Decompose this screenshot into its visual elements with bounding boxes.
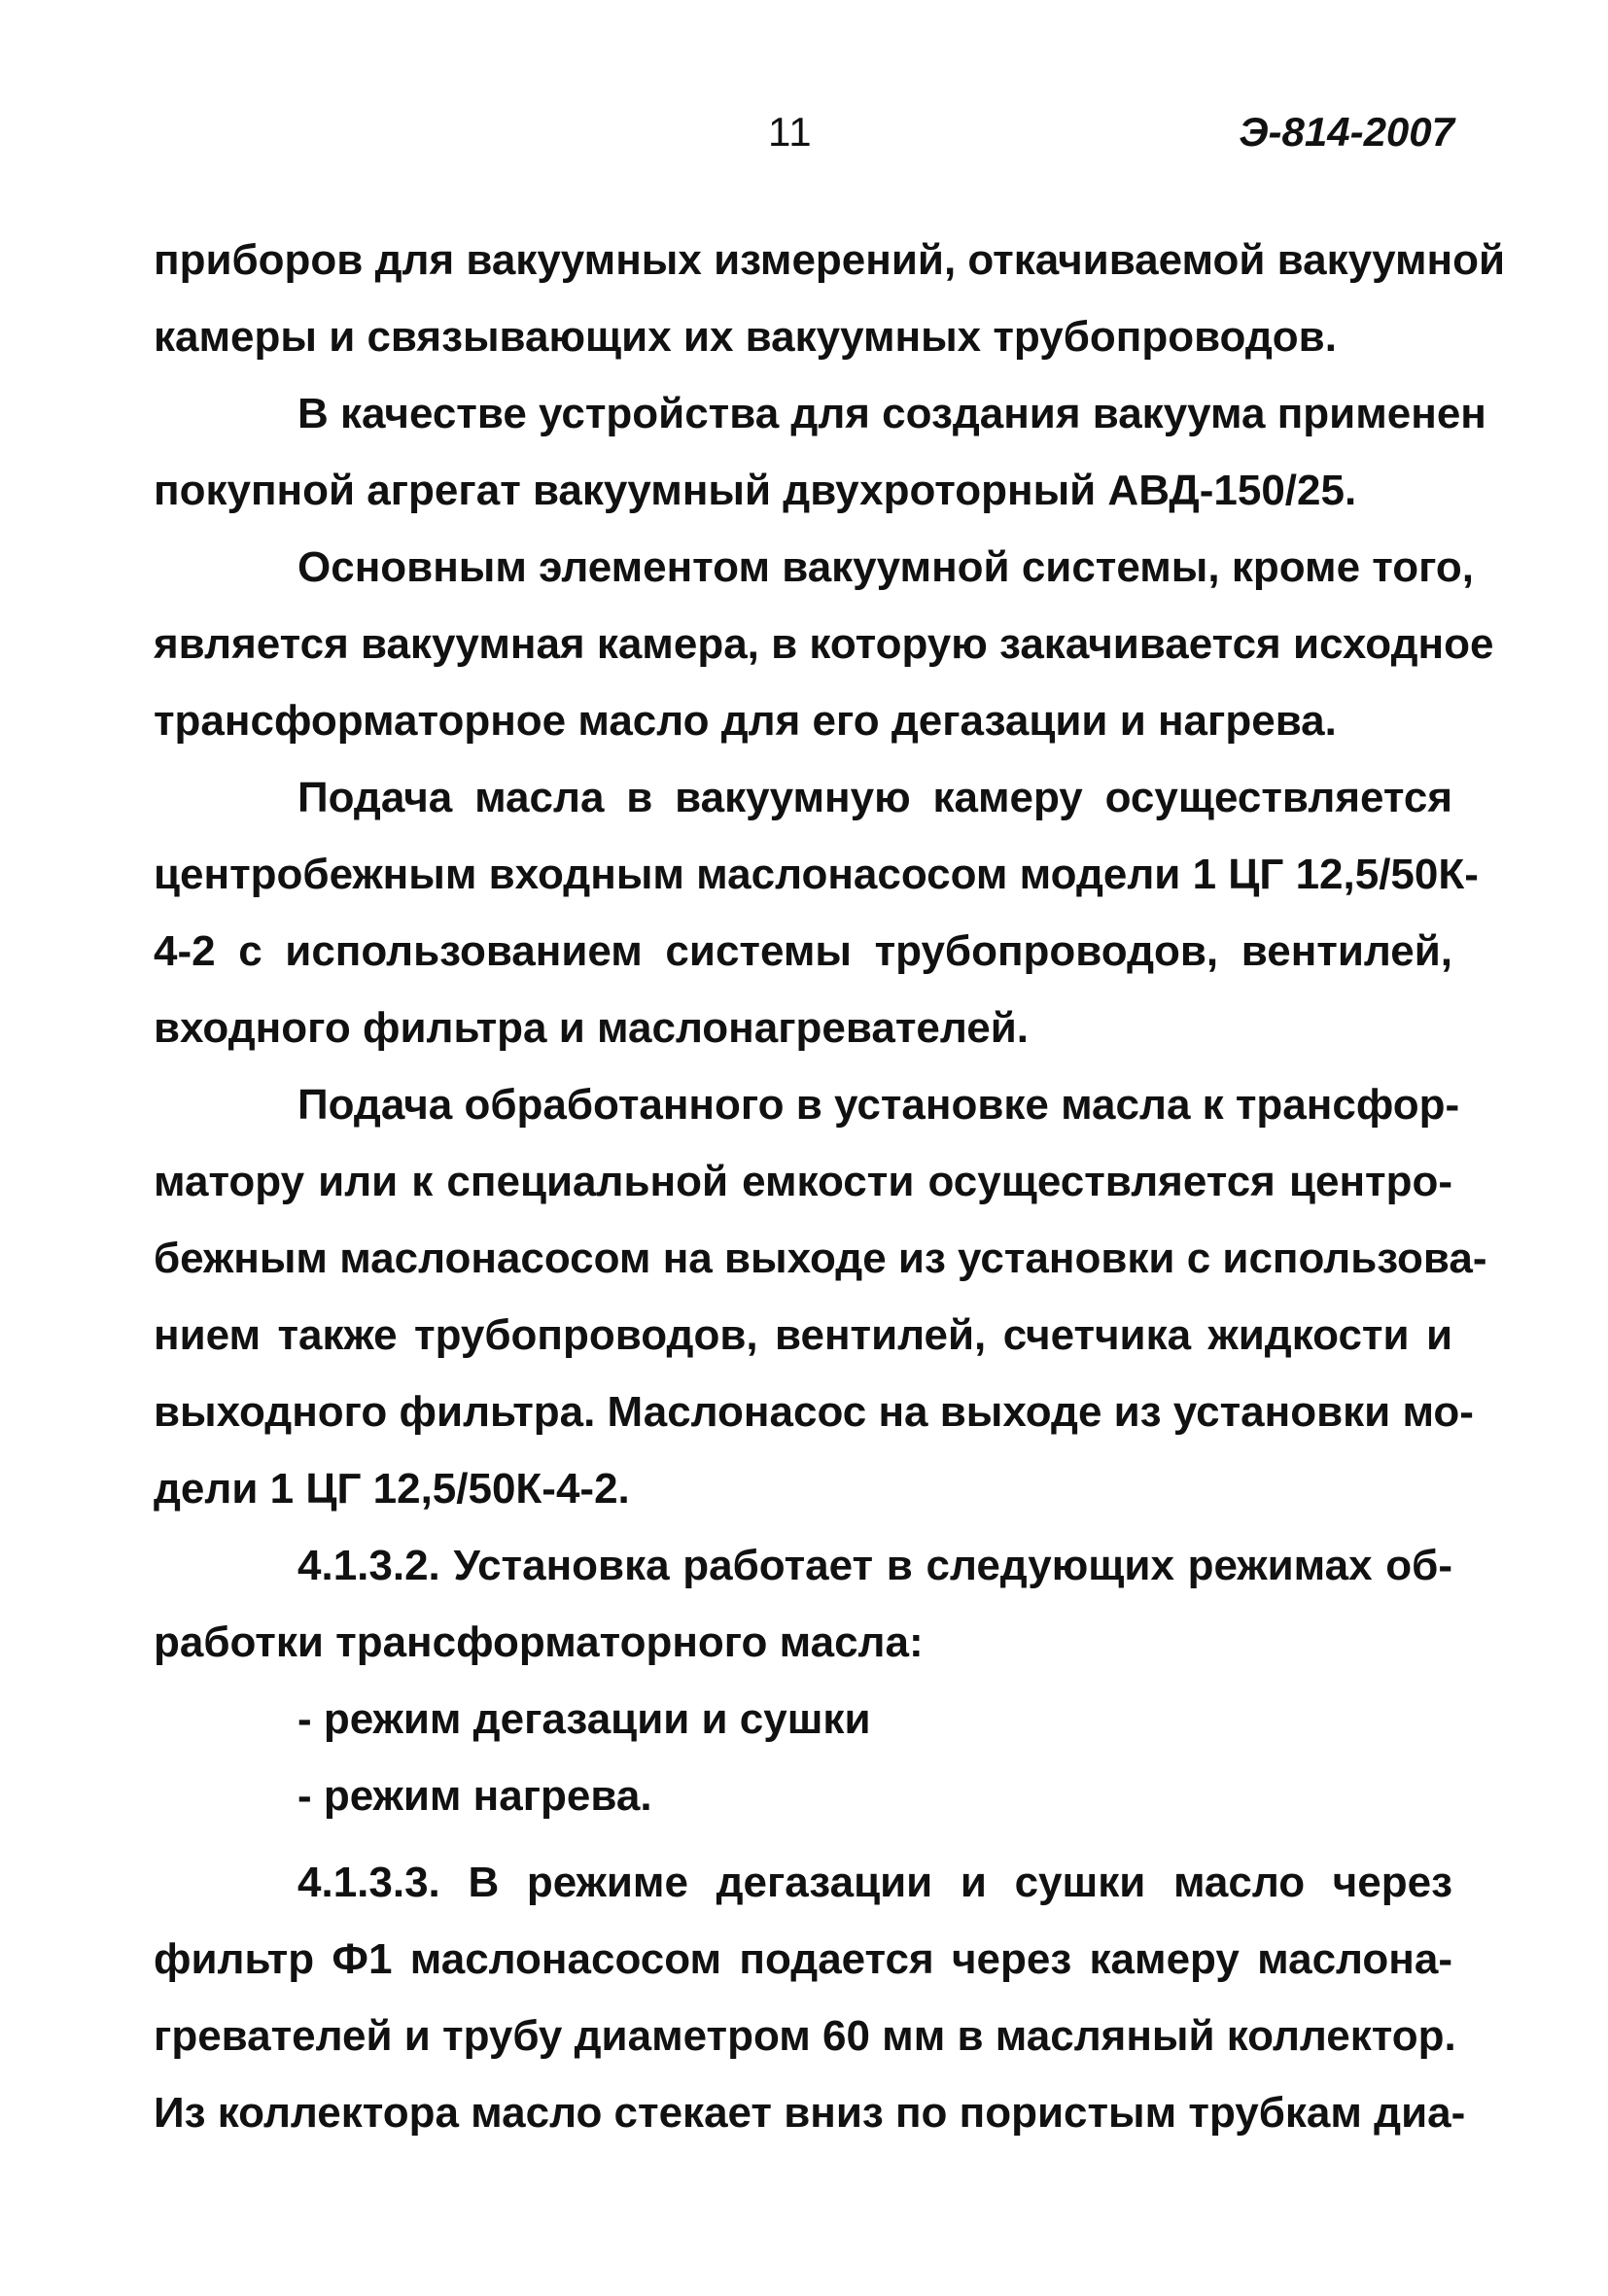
paragraph-first-line: Подача масла в вакуумную камеру осуществляется <box>297 774 1452 821</box>
text-line: приборов для вакуумных измерений, откачиваемой вакуумной <box>154 236 1506 284</box>
paragraph-first-line: Подача обработанного в установке масла к трансфор- <box>297 1081 1460 1129</box>
page-number: 11 <box>768 109 813 155</box>
paragraph-first-line: Основным элементом вакуумной системы, кроме того, <box>297 543 1474 591</box>
text-line: бежным маслонасосом на выходе из установки с использова- <box>154 1235 1487 1282</box>
text-line: матору или к специальной емкости осуществляется центро- <box>154 1158 1452 1205</box>
text-line: камеры и связывающих их вакуумных трубопроводов. <box>154 313 1337 361</box>
section-heading-line: 4.1.3.2. Установка работает в следующих режимах об- <box>297 1542 1452 1589</box>
text-line: входного фильтра и маслонагревателей. <box>154 1004 1029 1052</box>
spacer <box>154 1834 1452 1844</box>
section-heading-line: 4.1.3.3. В режиме дегазации и сушки масло через <box>297 1859 1452 1906</box>
page-header <box>0 109 1608 167</box>
text-line: нием также трубопроводов, вентилей, счетчика жидкости и <box>154 1311 1452 1359</box>
text-line: Из коллектора масло стекает вниз по пористым трубкам диа- <box>154 2089 1466 2137</box>
text-line: является вакуумная камера, в которую закачивается исходное <box>154 620 1494 668</box>
text-line: дели 1 ЦГ 12,5/50К-4-2. <box>154 1465 630 1513</box>
text-line: покупной агрегат вакуумный двухроторный АВД-150/25. <box>154 467 1357 514</box>
body-text <box>154 222 1506 2151</box>
text-line: 4-2 с использованием системы трубопроводов, вентилей, <box>154 927 1452 975</box>
paragraph-first-line: В качестве устройства для создания вакуума применен <box>297 390 1486 437</box>
text-line: трансформаторное масло для его дегазации и нагрева. <box>154 697 1337 745</box>
text-line: центробежным входным маслонасосом модели 1 ЦГ 12,5/50К- <box>154 851 1479 898</box>
text-line: выходного фильтра. Маслонасос на выходе из установки мо- <box>154 1388 1474 1436</box>
text-line: фильтр Ф1 маслонасосом подается через камеру маслона- <box>154 1935 1452 1983</box>
text-line: работки трансформаторного масла: <box>154 1618 924 1666</box>
list-item: - режим дегазации и сушки <box>297 1695 871 1743</box>
text-line: гревателей и трубу диаметром 60 мм в масляный коллектор. <box>154 2012 1456 2060</box>
document-code: Э-814-2007 <box>1239 109 1454 155</box>
list-item: - режим нагрева. <box>297 1772 652 1820</box>
